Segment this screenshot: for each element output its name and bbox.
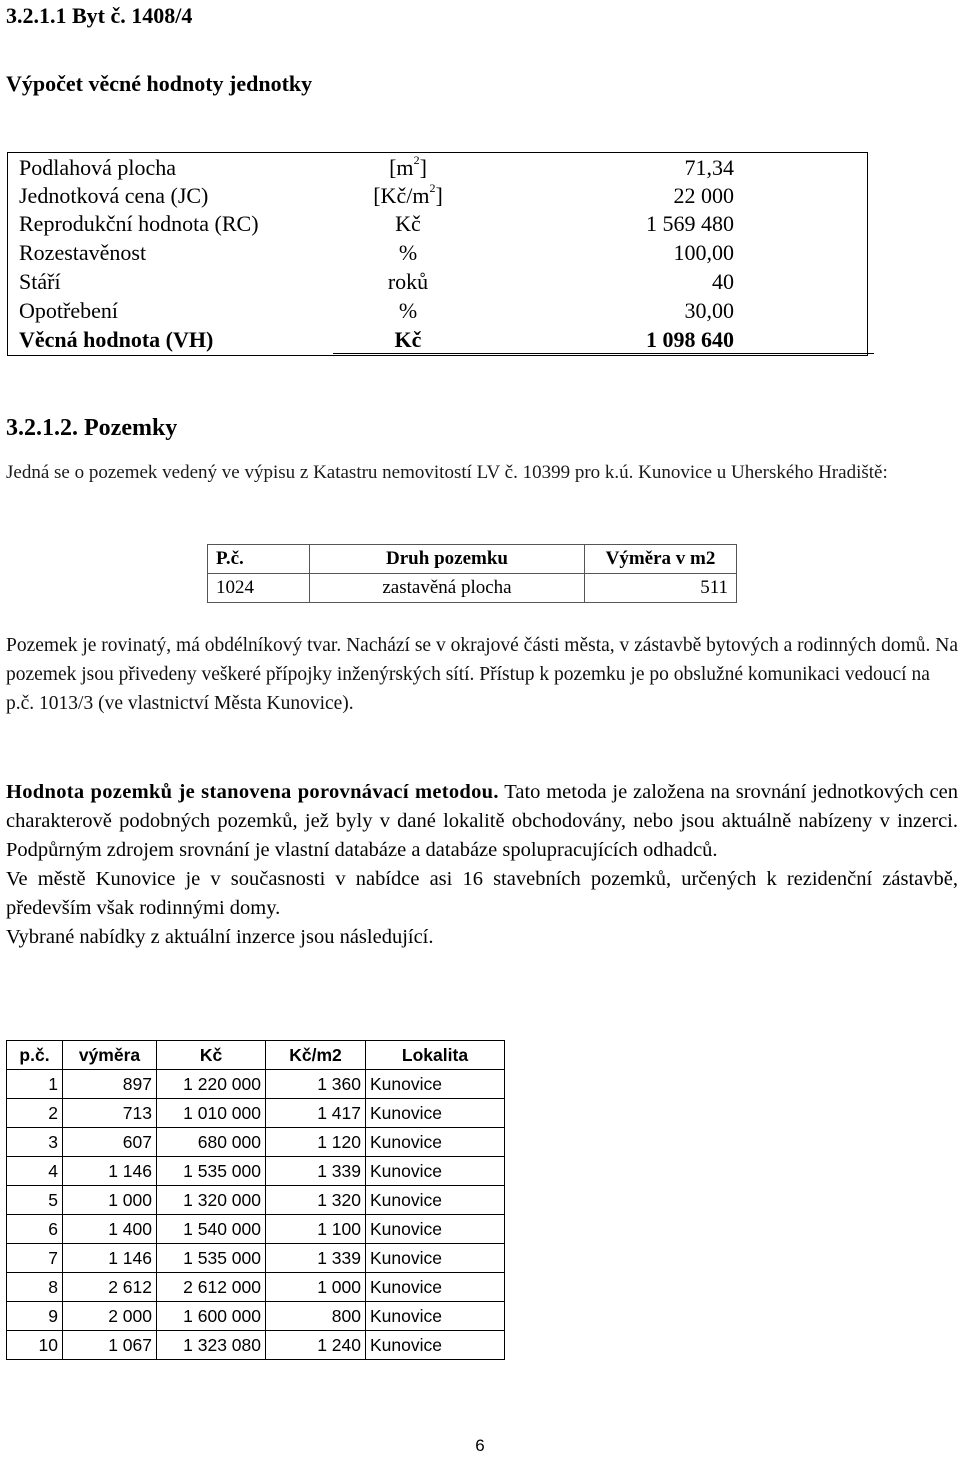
- offers-header-cell: p.č.: [7, 1041, 63, 1070]
- offers-cell: Kunovice: [366, 1215, 505, 1244]
- valuation-unit: $[Kč/m^2]$: [373, 180, 443, 208]
- offers-header-cell: Kč/m2: [266, 1041, 366, 1070]
- offers-cell: 1 067: [63, 1331, 157, 1360]
- offers-cell: 1 146: [63, 1157, 157, 1186]
- offers-cell: 1 417: [266, 1099, 366, 1128]
- offers-row: [7, 1070, 505, 1099]
- offers-cell: Kunovice: [366, 1244, 505, 1273]
- offers-cell: Kunovice: [366, 1273, 505, 1302]
- valuation-unit: %: [398, 298, 418, 323]
- valuation-value: 1 569 480: [646, 211, 734, 236]
- valuation-row: [8, 210, 867, 238]
- offers-row: [7, 1186, 505, 1215]
- land-description: Pozemek je rovinatý, má obdélníkový tvar. Nachází se v okrajové části města, v zástavbě bytových a rodinných domů. Na pozemek jsou přivedeny veškeré přípojky inženýrských sítí. Přístup k pozemku je po obslužné komunikaci vedoucí na p.č. 1013/3 (ve vlastnictví Města Kunovice).: [6, 635, 958, 714]
- offers-row: [7, 1244, 505, 1273]
- valuation-total-label: Věcná hodnota (VH): [19, 327, 214, 352]
- offers-cell: 1 000: [266, 1273, 366, 1302]
- offers-cell: 1 339: [266, 1157, 366, 1186]
- valuation-label: Rozestavěnost: [19, 240, 147, 265]
- valuation-row: [8, 297, 867, 325]
- offers-cell: 7: [7, 1244, 63, 1273]
- offers-cell: 1 000: [63, 1186, 157, 1215]
- offers-row: [7, 1128, 505, 1157]
- offers-cell: 6: [7, 1215, 63, 1244]
- offers-cell: 1 339: [266, 1244, 366, 1273]
- offers-cell: 1 600 000: [157, 1302, 266, 1331]
- offers-cell: 607: [63, 1128, 157, 1157]
- valuation-value: 100,00: [673, 240, 734, 265]
- valuation-row: [8, 154, 867, 182]
- valuation-unit: roků: [387, 269, 429, 294]
- valuation-label: Reprodukční hodnota (RC): [19, 211, 259, 236]
- parcel-table-row: [208, 574, 737, 603]
- valuation-value: 22 000: [673, 183, 734, 208]
- section-heading-land: 3.2.1.2. Pozemky: [6, 415, 178, 441]
- valuation-unit: %: [398, 240, 418, 265]
- offers-header-cell: Lokalita: [366, 1041, 505, 1070]
- valuation-unit: Kč: [395, 211, 421, 236]
- offers-cell: Kunovice: [366, 1128, 505, 1157]
- offers-row: [7, 1273, 505, 1302]
- page-number: 6: [475, 1436, 485, 1455]
- offers-cell: 1 220 000: [157, 1070, 266, 1099]
- offers-cell: 680 000: [157, 1128, 266, 1157]
- offers-cell: 1 540 000: [157, 1215, 266, 1244]
- valuation-label: Jednotková cena (JC): [19, 183, 209, 208]
- offers-cell: 5: [7, 1186, 63, 1215]
- offers-cell: 1 323 080: [157, 1331, 266, 1360]
- offers-row: [7, 1099, 505, 1128]
- valuation-total-unit: Kč: [394, 327, 422, 352]
- offers-cell: 1 535 000: [157, 1244, 266, 1273]
- valuation-row: [8, 182, 867, 210]
- offers-header-cell: výměra: [63, 1041, 157, 1070]
- parcel-table-header: [208, 545, 737, 574]
- total-underline: [333, 353, 874, 354]
- offers-cell: 2 612: [63, 1273, 157, 1302]
- parcel-cell: 1024: [208, 574, 310, 603]
- offers-header-cell: Kč: [157, 1041, 266, 1070]
- method-paragraph: [6, 778, 958, 952]
- offers-cell: 800: [266, 1302, 366, 1331]
- valuation-label: Podlahová plocha: [19, 155, 177, 180]
- offers-cell: 1 240: [266, 1331, 366, 1360]
- offers-cell: 4: [7, 1157, 63, 1186]
- offers-header: [7, 1041, 505, 1070]
- offers-table: [6, 1040, 505, 1360]
- offers-cell: 1 360: [266, 1070, 366, 1099]
- offers-cell: 8: [7, 1273, 63, 1302]
- valuation-row: [8, 239, 867, 267]
- offers-cell: 9: [7, 1302, 63, 1331]
- method-bold-text: Hodnota pozemků je stanovena porovnávací metodou.: [6, 781, 499, 803]
- offers-cell: 1 120: [266, 1128, 366, 1157]
- offers-cell: 3: [7, 1128, 63, 1157]
- offers-row: [7, 1302, 505, 1331]
- offers-cell: 1 320 000: [157, 1186, 266, 1215]
- offers-cell: 1 100: [266, 1215, 366, 1244]
- offers-cell: 2: [7, 1099, 63, 1128]
- offers-cell: 2 000: [63, 1302, 157, 1331]
- offers-cell: Kunovice: [366, 1099, 505, 1128]
- offers-cell: Kunovice: [366, 1070, 505, 1099]
- offers-cell: 1 400: [63, 1215, 157, 1244]
- offers-row: [7, 1157, 505, 1186]
- parcel-cell: 511: [585, 574, 737, 603]
- offers-cell: 1 010 000: [157, 1099, 266, 1128]
- valuation-label: Stáří: [19, 269, 61, 294]
- offers-row: [7, 1331, 505, 1360]
- valuation-total-row: [8, 326, 867, 354]
- valuation-total-value: 1 098 640: [646, 327, 734, 352]
- offers-cell: 897: [63, 1070, 157, 1099]
- land-intro-text: Jedná se o pozemek vedený ve výpisu z Katastru nemovitostí LV č. 10399 pro k.ú. Kunovice u Uherského Hradiště:: [6, 462, 888, 483]
- offers-cell: 2 612 000: [157, 1273, 266, 1302]
- valuation-box: [7, 152, 868, 356]
- valuation-value: 40: [712, 269, 734, 294]
- valuation-value: 30,00: [684, 298, 734, 323]
- offers-cell: Kunovice: [366, 1157, 505, 1186]
- valuation-unit: $[m^2]$: [389, 152, 427, 180]
- market-text: Ve městě Kunovice je v současnosti v nabídce asi 16 stavebních pozemků, určených k rezidenční zástavbě, především však rodinnými domy.: [6, 868, 958, 919]
- offers-cell: 1 535 000: [157, 1157, 266, 1186]
- offers-cell: 1: [7, 1070, 63, 1099]
- parcel-header-cell: P.č.: [208, 545, 310, 574]
- valuation-value: 71,34: [684, 155, 734, 180]
- offers-cell: 10: [7, 1331, 63, 1360]
- offers-cell: 1 146: [63, 1244, 157, 1273]
- parcel-header-cell: Výměra v m2: [585, 545, 737, 574]
- section-heading-unit: 3.2.1.1 Byt č. 1408/4: [6, 3, 193, 28]
- calc-heading: Výpočet věcné hodnoty jednotky: [6, 71, 313, 96]
- method-text: Tato metoda je založena na srovnání jednotkových cen charakterově podobných pozemků, jež byly v dané lokalitě obchodovány, nebo jsou aktuálně nabízeny v inzerci. Podpůrným zdrojem srovnání je vlastní databáze a databáze spolupracujících odhadců.: [6, 781, 959, 861]
- offers-cell: Kunovice: [366, 1331, 505, 1360]
- parcel-header-cell: Druh pozemku: [310, 545, 585, 574]
- offers-cell: Kunovice: [366, 1302, 505, 1331]
- offers-row: [7, 1215, 505, 1244]
- valuation-label: Opotřebení: [19, 298, 118, 323]
- offers-intro: Vybrané nabídky z aktuální inzerce jsou následující.: [6, 926, 434, 948]
- parcel-cell: zastavěná plocha: [310, 574, 585, 603]
- offers-cell: 713: [63, 1099, 157, 1128]
- valuation-row: [8, 268, 867, 296]
- offers-cell: 1 320: [266, 1186, 366, 1215]
- offers-cell: Kunovice: [366, 1186, 505, 1215]
- parcel-table: [207, 544, 737, 603]
